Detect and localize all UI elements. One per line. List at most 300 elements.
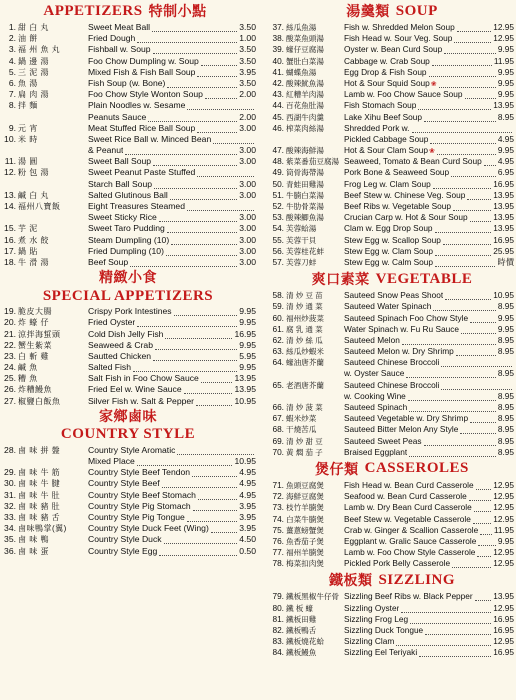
item-english-name: Mixed Place (88, 456, 135, 466)
item-number: 17. (4, 245, 16, 256)
item-chinese-name: 鹵 味 牛 筋 (18, 468, 61, 478)
item-price: 9.95 (497, 66, 514, 77)
menu-item (0, 512, 256, 523)
left-column (0, 0, 256, 557)
item-number: 40. (272, 55, 284, 66)
item-english-name: Silver Fish w. Salt & Pepper (88, 395, 195, 406)
dot-leader (456, 348, 496, 356)
menu-item (264, 33, 514, 44)
item-english-name: Braised Eggplant (344, 446, 408, 457)
item-english-name: Sauteed Melon w. Dry Shrimp (344, 346, 454, 357)
dot-leader (171, 237, 237, 245)
item-english-name: Fish Soup (w. Bone) (88, 77, 166, 88)
item-price: 8.95 (497, 413, 514, 424)
dot-leader (213, 136, 254, 144)
item-chinese-name: 蟹生紫菜 (18, 340, 52, 350)
dot-leader (484, 158, 496, 166)
item-chinese-name: 炸 蠔 仔 (18, 318, 49, 328)
item-chinese-name: 炸糟鰻魚 (18, 385, 52, 395)
menu-item (264, 346, 514, 357)
dot-leader (148, 114, 237, 122)
dot-leader (197, 69, 237, 77)
menu-item (0, 467, 256, 478)
item-number: 49. (272, 167, 284, 178)
item-english-name: Seaweed & Crab (88, 339, 153, 350)
item-english-name: Sauteed Sweet Peas (344, 435, 422, 446)
item-english-name: Meat Stuffed Rice Ball Soup (88, 122, 196, 133)
dot-leader (197, 125, 237, 133)
item-english-name: Pickled Pork Belly Casserole (344, 558, 451, 569)
item-price: 16.95 (493, 647, 514, 658)
item-price: 3.50 (239, 55, 256, 66)
menu-item (264, 536, 514, 547)
menu-item (0, 100, 256, 111)
menu-item (0, 456, 256, 467)
item-number: 36. (4, 545, 16, 556)
item-chinese-name: 鐵 板 蠔 (286, 603, 314, 613)
dot-leader (476, 482, 492, 490)
item-price: 11.95 (493, 524, 514, 535)
item-english-name: Sweet Ball Soup (88, 156, 152, 167)
item-english-name: Salt Fish in Foo Chow Sauce (88, 373, 199, 384)
item-chinese-name: 清 炒 絲 瓜 (286, 335, 323, 345)
dot-leader (193, 503, 238, 511)
dot-leader (477, 549, 491, 557)
item-number: 4. (8, 55, 16, 66)
dot-leader (433, 303, 496, 311)
menu-item (264, 246, 514, 257)
item-price: 10.95 (234, 456, 256, 466)
item-number: 43. (272, 89, 284, 100)
item-english-name: Country Style Pig Stomach (88, 500, 191, 511)
item-number: 76. (272, 535, 284, 546)
item-number: 12. (4, 167, 16, 178)
item-price: 3.00 (239, 156, 256, 167)
menu-item (264, 257, 514, 268)
item-english-name: Beef Stew w. Chinese Veg. Soup (344, 189, 466, 200)
dot-leader (137, 458, 233, 466)
item-price: 4.95 (239, 489, 256, 500)
menu-item (0, 490, 256, 501)
dot-leader (444, 46, 496, 54)
dot-leader (152, 24, 237, 32)
dot-leader (192, 469, 237, 477)
item-price: 13.95 (234, 373, 256, 384)
item-english-name: Hot & Sour Clam Soup (344, 145, 428, 156)
item-number: 66. (272, 402, 284, 412)
item-number: 25. (4, 373, 16, 384)
item-english-name: Fried Dumpling (10) (88, 245, 164, 256)
dot-leader (125, 147, 237, 155)
item-price: 3.95 (239, 66, 256, 77)
item-chinese-name: 鐵板燒花蛤 (286, 637, 324, 647)
item-price: 8.95 (497, 435, 514, 446)
menu-item (264, 313, 514, 324)
item-price: 8.95 (497, 446, 514, 457)
item-chinese-name: 湯 圓 (18, 157, 38, 167)
item-english-name: Egg Drop & Fish Soup (344, 66, 427, 77)
menu-item (264, 156, 514, 167)
item-price: 9.95 (497, 44, 514, 55)
menu-item (0, 33, 256, 44)
item-english-name: Cabbage w. Crab Soup (344, 55, 430, 66)
menu-item (264, 436, 514, 447)
menu-item (0, 396, 256, 407)
dot-leader (153, 353, 237, 361)
menu-item (264, 614, 514, 625)
menu-item (264, 78, 514, 89)
dot-leader (454, 35, 491, 43)
right-column (264, 0, 514, 659)
item-number: 15. (4, 223, 16, 234)
item-price: 25.95 (493, 245, 514, 256)
item-english-name: Sauteed Chinese Broccoli (344, 379, 440, 390)
item-english-name: Seaweed, Tomato & Bean Curd Soup (344, 156, 482, 167)
item-number: 81. (272, 613, 284, 624)
item-chinese-name: 紅糟羊肉湯 (286, 90, 324, 100)
item-english-name: Sauteed Vegetable w. Dry Shrimp (344, 413, 469, 424)
menu-item (264, 402, 514, 413)
item-number: 50. (272, 178, 284, 189)
dot-leader (478, 538, 495, 546)
item-english-name: Pickled Cabbage Soup (344, 133, 429, 144)
menu-item (0, 44, 256, 55)
item-chinese-name: 鹵 味 牛 肚 (18, 490, 61, 500)
item-chinese-name: 鹹 白 丸 (18, 190, 49, 200)
section-heading (0, 286, 256, 306)
item-chinese-name: 鹵 味 拼 盤 (18, 445, 61, 455)
section-heading-english: COUNTRY STYLE (60, 426, 196, 443)
dot-leader (153, 158, 237, 166)
item-number: 27. (4, 395, 16, 406)
item-english-name: Peanuts Sauce (88, 111, 147, 122)
item-price: 4.95 (497, 156, 514, 167)
menu-item (264, 123, 514, 134)
item-price: 12.95 (493, 22, 514, 32)
item-number: 44. (272, 100, 284, 111)
menu-item (264, 145, 514, 156)
item-chinese-name: 酸辣海鮮湯 (286, 146, 324, 156)
item-price: 10.95 (493, 290, 514, 301)
item-chinese-name: 酸菜魚頭湯 (286, 34, 324, 44)
item-chinese-name: 酸辣鯽魚湯 (286, 213, 324, 223)
dot-leader (424, 114, 496, 122)
item-chinese-name: 鐵板鴨舌 (286, 626, 317, 635)
item-english-name: Pork Bone & Seaweed Soup (344, 167, 450, 178)
menu-item (264, 547, 514, 558)
dot-leader (164, 536, 238, 544)
item-price: 9.95 (239, 306, 256, 317)
item-english-name: Fishball w. Soup (88, 44, 151, 55)
item-chinese-name: 蟹肚白菜湯 (286, 56, 324, 66)
item-price: 3.00 (239, 223, 256, 234)
section-heading-english: SOUP (395, 2, 438, 19)
menu-item (264, 480, 514, 491)
item-chinese-name: 牛 滑 湯 (18, 257, 49, 267)
item-english-name: Beef Soup (88, 256, 129, 267)
item-english-name: Sizzling Oyster (344, 602, 400, 613)
menu-item (264, 56, 514, 67)
menu-item (0, 223, 256, 234)
item-english-name: Sweet Peanut Paste Stuffed (88, 167, 196, 178)
item-number: 65. (272, 379, 284, 390)
menu-item (264, 22, 514, 33)
item-chinese-name: 清 炒 通 菜 (286, 302, 323, 312)
menu-item (0, 22, 256, 33)
menu-item (264, 112, 514, 123)
item-english-name: Sauteed Water Spinach (344, 301, 432, 312)
item-number: 18. (4, 256, 16, 267)
item-price: 9.95 (497, 89, 514, 100)
item-price: 4.50 (239, 534, 256, 545)
item-english-name: Fried Eel w. Wine Sauce (88, 384, 182, 395)
menu-item (264, 67, 514, 78)
item-chinese-name: 牛肋骨菜湯 (286, 202, 324, 211)
item-price: 3.00 (239, 122, 256, 133)
item-price: 3.95 (239, 500, 256, 511)
item-price: 4.95 (239, 478, 256, 489)
item-number: 45. (272, 111, 284, 122)
menu-item (264, 335, 514, 346)
item-price: 3.95 (239, 511, 256, 522)
item-number: 3. (8, 44, 16, 55)
section-heading (0, 268, 256, 286)
menu-item (264, 167, 514, 178)
item-number: 62. (272, 334, 284, 345)
dot-leader (401, 605, 491, 613)
item-number: 32. (4, 500, 16, 511)
section-heading-chinese: 爽口素菜 (311, 273, 370, 289)
item-price: 8.95 (497, 390, 514, 401)
item-number: 61. (272, 323, 284, 334)
menu-item (264, 424, 514, 435)
item-number: 47. (272, 145, 284, 156)
dot-leader (201, 58, 237, 66)
menu-item (0, 373, 256, 384)
item-chinese-name: 脆皮大腸 (18, 307, 52, 317)
item-price: 13.95 (493, 189, 514, 200)
item-price: 4.95 (239, 467, 256, 478)
menu-item (0, 546, 256, 557)
item-price: 8.95 (497, 334, 514, 345)
menu-item (0, 145, 256, 156)
item-english-name: Lamb w. Dry Bean Curd Casserole (344, 502, 472, 513)
item-english-name: Sizzling Duck Tongue (344, 625, 424, 635)
item-chinese-name: 梅菜扣肉煲 (286, 559, 324, 569)
item-english-name: Lamb w. Foo Chow Sauce Soup (344, 89, 463, 100)
menu-item (0, 123, 256, 134)
item-english-name: Eight Treasures Steamed (88, 201, 185, 211)
item-english-name: Sauteed Melon (344, 334, 400, 345)
item-price: 2.00 (239, 89, 256, 100)
menu-item (264, 368, 514, 379)
item-chinese-name: 糟 魚 (18, 374, 38, 384)
section-heading (264, 268, 514, 290)
item-price: 8.95 (497, 111, 514, 122)
item-chinese-name: 酸辣魷魚湯 (286, 78, 324, 88)
dot-leader (441, 359, 512, 367)
item-chinese-name: 鹵 味 蛋 (18, 546, 49, 556)
item-chinese-name: 鐵板黑椒牛仔骨 (286, 592, 340, 602)
menu-item (264, 514, 514, 525)
item-chinese-name: 拌 麵 (18, 101, 38, 111)
item-number: 70. (272, 446, 284, 457)
menu-item (0, 329, 256, 340)
item-price: 13.95 (493, 100, 514, 111)
item-english-name: Starch Ball Soup (88, 178, 153, 189)
item-chinese-name: 腐 乳 通 菜 (286, 324, 323, 334)
item-number: 20. (4, 317, 16, 328)
item-english-name: Beef Ribs w. Vegetable Soup (344, 201, 452, 211)
item-chinese-name: 絲瓜炒蝦米 (286, 347, 324, 357)
item-english-name: Steam Dumpling (10) (88, 234, 170, 245)
item-price: 8.95 (497, 402, 514, 412)
dot-leader (409, 404, 496, 412)
menu-item (0, 156, 256, 167)
item-chinese-name: 白 斬 雞 (18, 351, 49, 361)
section-heading-chinese: 家鄉鹵味 (99, 409, 157, 425)
item-number: 69. (272, 435, 284, 446)
item-number: 30. (4, 478, 16, 489)
dot-leader (170, 192, 237, 200)
item-english-name: Country Style Pig Tongue (88, 511, 185, 522)
dot-leader (435, 225, 492, 233)
item-english-name: Sizzling Eel Teriyaki (344, 647, 418, 658)
menu-item (0, 306, 256, 317)
dot-leader (406, 370, 495, 378)
item-english-name: Shredded Pork w. (344, 122, 410, 133)
section-heading-chinese: 鐵板類 (328, 574, 373, 590)
item-number: 2. (8, 33, 16, 44)
menu-item (0, 317, 256, 328)
item-number: 80. (272, 602, 284, 613)
item-number: 13. (4, 189, 16, 200)
section-heading-english: SIZZLING (378, 571, 456, 588)
item-number: 75. (272, 524, 284, 535)
item-number: 72. (272, 491, 284, 502)
item-price: 12.95 (493, 33, 514, 44)
dot-leader (154, 181, 237, 189)
dot-leader (159, 214, 237, 222)
item-number: 38. (272, 33, 284, 44)
menu-item (0, 56, 256, 67)
menu-item (264, 212, 514, 223)
item-chinese-name: 海鮮豆腐煲 (286, 492, 324, 502)
item-english-name: Sweet Meat Ball (88, 22, 151, 32)
menu-item (264, 134, 514, 145)
item-chinese-name: 筒骨海帶湯 (286, 168, 324, 178)
item-chinese-name: 干燒苦瓜 (286, 425, 317, 435)
menu-item (0, 257, 256, 268)
item-price: 16.95 (493, 625, 514, 635)
dot-leader (470, 315, 496, 323)
item-chinese-name: 百花魚肚湯 (286, 101, 324, 111)
item-english-name: Fish Stomach Soup (344, 100, 417, 111)
dot-leader (201, 375, 233, 383)
item-price: 12.95 (493, 558, 514, 569)
dot-leader (470, 415, 496, 423)
item-english-name: Foo Chow Dumpling w. Soup (88, 55, 199, 66)
dot-leader (402, 337, 496, 345)
section-heading-english: VEGETABLE (375, 270, 473, 287)
menu-item (264, 357, 514, 368)
item-english-name: Stew Egg w. Clam Soup (344, 245, 434, 256)
item-english-name: Clam w. Egg Drop Soup (344, 223, 433, 234)
item-chinese-name: 絲瓜魚湯 (286, 23, 317, 32)
dot-leader (437, 147, 496, 155)
dot-leader (425, 627, 491, 635)
section-heading (0, 425, 256, 445)
item-english-name: Fish w. Shredded Melon Soup (344, 22, 455, 32)
menu-item (264, 179, 514, 190)
dot-leader (197, 169, 254, 177)
item-english-name: Hot & Sour Squid Soup (344, 77, 430, 88)
item-chinese-name: 魚頭豆腐煲 (286, 480, 324, 490)
dot-leader (480, 527, 492, 535)
item-chinese-name: 鹹 魚 (18, 363, 38, 373)
dot-leader (412, 125, 513, 133)
item-number: 21. (4, 328, 16, 339)
item-chinese-name: 芙蓉蛤湯 (286, 224, 317, 234)
menu-item (0, 212, 256, 223)
dot-leader (432, 58, 492, 66)
item-number: 41. (272, 66, 284, 77)
dot-leader (474, 504, 491, 512)
item-number: 68. (272, 424, 284, 435)
item-english-name: Fried Oyster (88, 317, 136, 328)
item-chinese-name: 牛腩白菜湯 (286, 190, 324, 200)
item-chinese-name: 蠔油唐芥蘭 (286, 358, 324, 368)
menu-item (264, 235, 514, 246)
item-price: 3.95 (239, 523, 256, 534)
item-price: 3.00 (239, 212, 256, 223)
dot-leader (473, 516, 491, 524)
item-english-name: Country Style Aromatic (88, 444, 176, 455)
item-english-name: Beef Stew w. Vegetable Casserole (344, 513, 471, 524)
item-number: 10. (4, 133, 16, 144)
item-number: 19. (4, 306, 16, 317)
item-english-name: Foo Chow Style Wonton Soup (88, 89, 203, 100)
section-heading-english: CASSEROLES (364, 460, 469, 477)
item-chinese-name: 芋 泥 (18, 224, 38, 234)
menu-item (264, 647, 514, 658)
menu-item (0, 384, 256, 395)
item-chinese-name: 油 餅 (18, 34, 38, 44)
item-chinese-name: 清 炒 菠 菜 (286, 403, 323, 412)
item-number: 22. (4, 339, 16, 350)
item-number: 46. (272, 122, 284, 133)
menu-item (0, 445, 256, 456)
item-price: 8.95 (497, 368, 514, 379)
item-price: 12.95 (493, 602, 514, 613)
dot-leader (153, 46, 238, 54)
menu-item (0, 190, 256, 201)
item-chinese-name: 三 泥 湯 (18, 67, 49, 77)
dot-leader (130, 259, 237, 267)
dot-leader (187, 514, 237, 522)
dot-leader (159, 548, 237, 556)
item-price: 13.95 (493, 223, 514, 234)
dot-leader (445, 292, 491, 300)
dot-leader (475, 593, 492, 601)
dot-leader (408, 393, 496, 401)
item-chinese-name: 西湖牛肉羹 (286, 112, 324, 122)
item-english-name: w. Oyster Sauce (344, 368, 405, 379)
item-price: 3.00 (239, 256, 256, 267)
dot-leader (457, 24, 492, 32)
dot-leader (184, 386, 233, 394)
item-english-name: Country Style Beef (88, 478, 160, 489)
